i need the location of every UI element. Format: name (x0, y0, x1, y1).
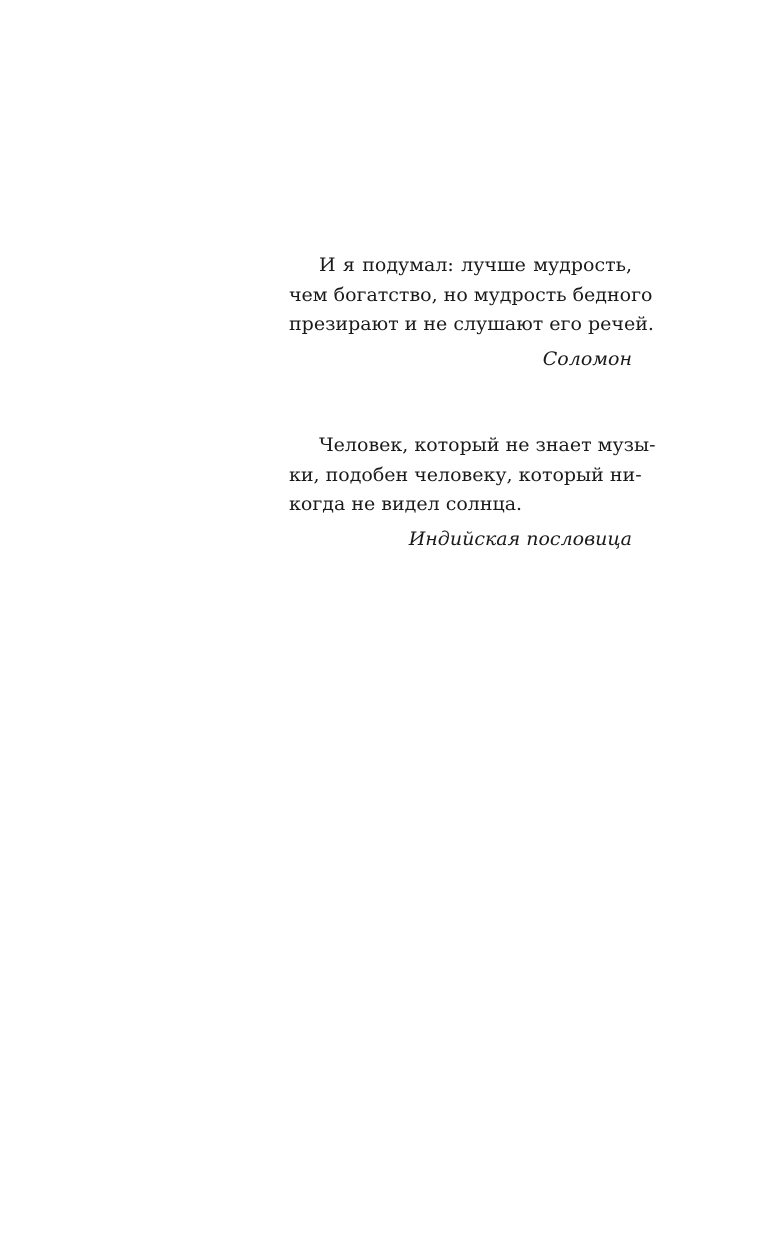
quote-attribution: Соломон (542, 347, 632, 370)
epigraph-indian-proverb (289, 431, 656, 554)
epigraph-solomon (289, 251, 654, 374)
quote-line: когда не видел солнца. (289, 493, 523, 515)
quote-line: И я подумал: лучше мудрость, (319, 254, 632, 276)
quote-line: ки, подобен человеку, который ни- (289, 463, 642, 486)
quote-line: презирают и не слушают его речей. (289, 313, 654, 335)
quote-attribution: Индийская пословица (408, 527, 632, 550)
quote-line: Человек, который не знает музы- (319, 434, 656, 456)
quote-line: чем богатство, но мудрость бедного (289, 283, 653, 306)
